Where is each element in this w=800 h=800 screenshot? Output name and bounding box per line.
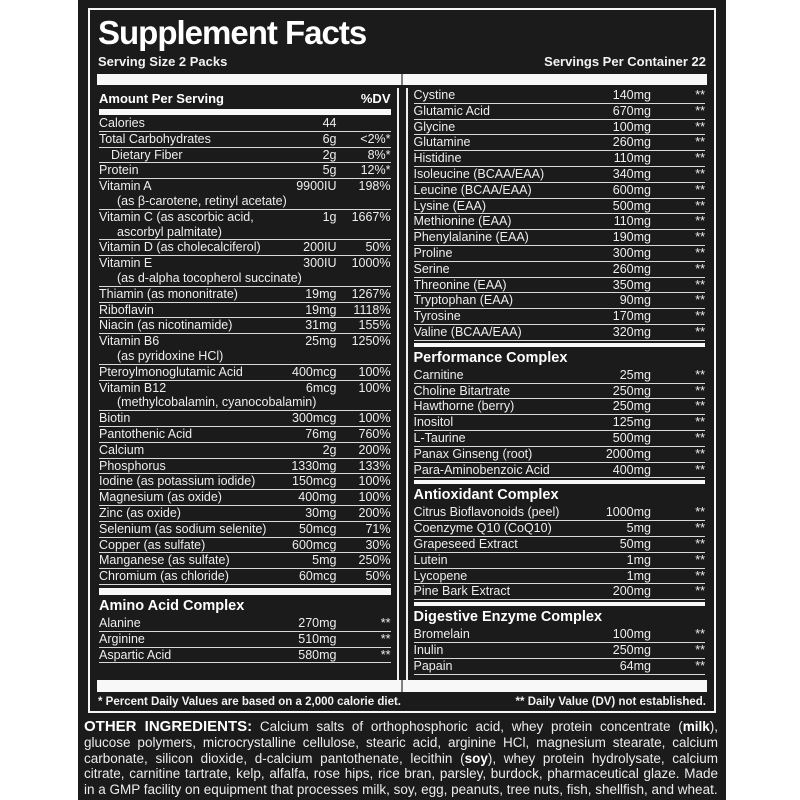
nutrient-amount: 110mg [613, 214, 651, 229]
nutrient-name: Magnesium (as oxide) [99, 490, 222, 505]
nutrient-name: Zinc (as oxide) [99, 505, 181, 520]
header-separator-bar [99, 109, 391, 115]
nutrient-dv: ** [695, 446, 705, 461]
nutrient-row [414, 88, 706, 104]
nutrient-row [99, 522, 391, 538]
nutrient-dv: ** [695, 627, 705, 642]
nutrient-name: Protein [99, 163, 139, 178]
nutrient-dv: 1250% [351, 334, 391, 349]
nutrient-row [99, 648, 391, 664]
nutrient-row [99, 553, 391, 569]
nutrient-dv: ** [695, 383, 705, 398]
nutrient-row [414, 293, 706, 309]
nutrient-row [414, 151, 706, 167]
nutrient-name: Aspartic Acid [99, 647, 172, 662]
nutrient-name: Vitamin D (as cholecalciferol) [99, 240, 261, 255]
nutrient-row [99, 318, 391, 334]
dv-header-label: %DV [360, 91, 391, 106]
nutrient-amount: 170mg [612, 309, 651, 324]
nutrient-name: Phenylalanine (EAA) [413, 230, 529, 245]
nutrient-amount: 190mg [612, 230, 651, 245]
nutrient-name: Dietary Fiber [111, 147, 183, 162]
nutrient-row [414, 399, 706, 415]
nutrient-name: Proline [413, 245, 453, 260]
nutrient-dv: ** [695, 505, 705, 520]
facts-column-right [406, 88, 708, 680]
nutrient-dv: 760% [358, 426, 391, 441]
nutrient-dv: ** [695, 261, 705, 276]
nutrient-dv: ** [695, 568, 705, 583]
nutrient-name: Phosphorus [99, 458, 166, 473]
nutrient-name: Tryptophan (EAA) [413, 293, 514, 308]
nutrient-dv: ** [695, 552, 705, 567]
nutrient-amount: 50mcg [298, 521, 337, 536]
nutrient-dv: 198% [358, 179, 391, 194]
nutrient-row [414, 230, 706, 246]
nutrient-dv: <2%* [360, 131, 391, 146]
nutrient-row [99, 490, 391, 506]
nutrient-name: Calories [99, 116, 145, 130]
nutrient-dv: ** [695, 658, 705, 673]
nutrient-name: Vitamin A [99, 179, 152, 194]
footnotes [94, 692, 710, 708]
nutrient-name: Manganese (as sulfate) [99, 553, 230, 568]
nutrient-row [99, 632, 391, 648]
nutrient-name: Iodine (as potassium iodide) [99, 474, 256, 489]
nutrient-amount: 5mg [626, 521, 651, 536]
nutrient-amount: 250mg [612, 383, 651, 398]
ingredient-allergen: milk [682, 719, 710, 734]
nutrient-name: Para-Aminobenzoic Acid [413, 462, 550, 477]
nutrient-dv: 8%* [367, 147, 391, 162]
nutrient-dv: 133% [358, 458, 391, 473]
nutrient-row [414, 199, 706, 215]
facts-column-left [97, 88, 399, 680]
nutrient-name: Vitamin E [99, 256, 153, 271]
section-title-amino-acid-complex: Amino Acid Complex [99, 588, 391, 616]
nutrient-row [414, 447, 706, 463]
nutrient-dv: 50% [365, 240, 391, 255]
nutrient-name: Thiamin (as mononitrate) [99, 286, 238, 301]
section-title-antioxidant-complex: Antioxidant Complex [414, 480, 706, 505]
nutrient-row [99, 287, 391, 303]
nutrient-dv: ** [695, 415, 705, 430]
nutrient-name: L-Taurine [413, 430, 466, 445]
nutrient-amount: 400mg [298, 490, 337, 505]
nutrient-row [414, 135, 706, 151]
nutrient-amount: 25mg [305, 334, 337, 349]
nutrient-row [414, 521, 706, 537]
nutrient-row [414, 431, 706, 447]
nutrient-dv: 200% [358, 505, 391, 520]
nutrient-row [414, 584, 706, 600]
nutrient-name: Glutamine [413, 135, 471, 150]
nutrient-row [414, 659, 706, 675]
nutrient-dv: ** [695, 642, 705, 657]
panel-title: Supplement Facts [98, 14, 367, 51]
nutrient-name: Copper (as sulfate) [99, 537, 206, 552]
nutrient-dv: 250% [358, 553, 391, 568]
bar-notch [401, 680, 403, 692]
nutrient-dv: ** [695, 230, 705, 245]
nutrient-name: Chromium (as chloride) [99, 569, 229, 584]
nutrient-name: Leucine (BCAA/EAA) [413, 182, 532, 197]
nutrient-name: Hawthorne (berry) [413, 399, 515, 414]
nutrient-amount: 2000mg [605, 446, 651, 461]
nutrient-amount: 200IU [303, 240, 337, 255]
nutrient-amount: 5mg [312, 553, 337, 568]
nutrient-amount: 580mg [298, 647, 337, 662]
footnote-daily-values: * Percent Daily Values are based on a 2,000 calorie diet. [98, 696, 401, 708]
other-ingredients [84, 719, 718, 798]
nutrient-row [414, 368, 706, 384]
nutrient-subtext: ascorbyl palmitate) [99, 225, 391, 241]
nutrient-amount: 44 [322, 116, 337, 130]
bar-notch [401, 74, 403, 85]
nutrient-row [99, 163, 391, 179]
nutrient-dv: 100% [358, 411, 391, 426]
nutrient-name: Carnitine [413, 367, 464, 382]
nutrient-amount: 1mg [626, 552, 651, 567]
nutrient-dv: 100% [358, 380, 391, 395]
amount-per-serving-header [99, 88, 391, 107]
nutrient-dv: ** [695, 536, 705, 551]
nutrient-amount: 670mg [612, 103, 651, 118]
nutrient-row [99, 148, 391, 164]
nutrient-amount: 320mg [612, 324, 651, 339]
nutrient-name: Citrus Bioflavonoids (peel) [413, 505, 560, 520]
nutrient-dv: ** [695, 245, 705, 260]
nutrient-name: Pine Bark Extract [413, 584, 511, 599]
nutrient-row [99, 616, 391, 632]
nutrient-dv: ** [695, 430, 705, 445]
ingredient-allergen: soy [464, 750, 488, 766]
nutrient-amount: 6mcg [305, 380, 337, 395]
nutrient-amount: 300mg [612, 245, 651, 260]
nutrient-dv: ** [695, 399, 705, 414]
nutrient-row [99, 116, 391, 132]
facts-columns [97, 88, 707, 680]
section-title-digestive-enzyme-complex: Digestive Enzyme Complex [414, 602, 706, 627]
nutrient-name: Biotin [99, 411, 131, 426]
nutrient-amount: 260mg [612, 261, 651, 276]
nutrient-name: Isoleucine (BCAA/EAA) [413, 166, 545, 181]
nutrient-subtext: (methylcobalamin, cyanocobalamin) [99, 395, 391, 411]
nutrient-amount: 1330mg [291, 458, 337, 473]
label-backdrop [78, 0, 726, 800]
nutrient-amount: 500mg [612, 430, 651, 445]
nutrient-dv: 30% [365, 537, 391, 552]
nutrient-dv: 1000% [351, 256, 391, 271]
nutrient-name: Total Carbohydrates [99, 131, 211, 146]
nutrient-name: Vitamin B12 [99, 380, 167, 395]
bottom-separator-bar [97, 680, 707, 692]
nutrient-name: Histidine [413, 151, 462, 166]
nutrient-name: Selenium (as sodium selenite) [99, 521, 267, 536]
nutrient-row [99, 132, 391, 148]
nutrient-amount: 2g [322, 147, 337, 162]
nutrient-dv: ** [380, 631, 391, 646]
serving-size: Serving Size 2 Packs [98, 54, 228, 69]
nutrient-amount: 64mg [619, 658, 651, 673]
nutrient-amount: 9900IU [296, 179, 337, 194]
serving-info [94, 53, 710, 74]
nutrient-row [99, 411, 391, 427]
nutrient-amount: 600mg [612, 182, 651, 197]
nutrient-name: Vitamin B6 [99, 334, 160, 349]
nutrient-row [414, 183, 706, 199]
other-ingredients-label: OTHER INGREDIENTS: [84, 718, 253, 735]
nutrient-amount: 400mcg [292, 364, 337, 379]
nutrient-dv: ** [695, 309, 705, 324]
nutrient-dv: ** [695, 119, 705, 134]
nutrient-row [414, 309, 706, 325]
nutrient-dv: ** [695, 151, 705, 166]
nutrient-name: Lysine (EAA) [413, 198, 486, 213]
nutrient-amount: 200mg [612, 584, 651, 599]
nutrient-amount: 76mg [305, 426, 337, 441]
nutrient-name: Methionine (EAA) [413, 214, 512, 229]
nutrient-row [99, 538, 391, 554]
nutrient-subtext: (as β-carotene, retinyl acetate) [99, 194, 391, 210]
section-title-performance-complex: Performance Complex [414, 343, 706, 368]
nutrient-name: Lycopene [413, 568, 468, 583]
nutrient-name: Coenzyme Q10 (CoQ10) [413, 521, 552, 536]
nutrient-amount: 400mg [612, 462, 651, 477]
nutrient-row [99, 427, 391, 443]
nutrient-row [414, 643, 706, 659]
nutrient-amount: 500mg [612, 198, 651, 213]
nutrient-dv: 200% [358, 442, 391, 457]
nutrient-row [414, 415, 706, 431]
nutrient-amount: 350mg [612, 277, 651, 292]
nutrient-row [99, 443, 391, 459]
nutrient-dv: ** [695, 214, 705, 229]
nutrient-dv: ** [380, 647, 391, 662]
nutrient-name: Glycine [413, 119, 456, 134]
nutrient-row [414, 278, 706, 294]
nutrient-dv: 1267% [351, 286, 391, 301]
nutrient-dv: ** [695, 88, 705, 102]
nutrient-amount: 150mcg [292, 474, 337, 489]
amount-header-label: Amount Per Serving [99, 91, 224, 106]
nutrient-dv: 155% [358, 318, 391, 333]
nutrient-name: Glutamic Acid [413, 103, 490, 118]
nutrient-dv: ** [695, 135, 705, 150]
nutrient-row [414, 214, 706, 230]
footnote-not-established: ** Daily Value (DV) not established. [515, 696, 706, 708]
nutrient-name: Riboflavin [99, 302, 154, 317]
nutrient-row [99, 365, 391, 381]
nutrient-name: Alanine [99, 615, 141, 630]
supplement-facts-panel [88, 8, 716, 713]
nutrient-dv: ** [695, 462, 705, 477]
nutrient-dv: ** [695, 277, 705, 292]
nutrient-amount: 90mg [619, 293, 651, 308]
nutrient-dv: 100% [358, 474, 391, 489]
nutrient-dv: 100% [358, 490, 391, 505]
nutrient-name: Bromelain [413, 627, 470, 642]
nutrient-name: Valine (BCAA/EAA) [413, 324, 522, 339]
nutrient-row [414, 463, 706, 479]
nutrient-amount: 100mg [612, 119, 651, 134]
nutrient-row [414, 120, 706, 136]
nutrient-dv: 71% [365, 521, 391, 536]
top-separator-bar [97, 74, 707, 85]
nutrient-dv: ** [695, 182, 705, 197]
nutrient-amount: 340mg [612, 166, 651, 181]
nutrient-amount: 600mcg [292, 537, 337, 552]
ingredient-text-segment: ), whey protein hydrolysate, calcium citrate, carnitine tartrate, kelp, alfalfa, rose hips, rice bran, parsley, burdock, pharmaceutical glaze. Made in a GMP facility on equipment that processes milk, soy, egg, peanuts, tree nuts, fish, shellfish, and wheat. [84, 750, 719, 798]
nutrient-name: Papain [413, 658, 453, 673]
nutrient-name: Inulin [413, 642, 444, 657]
nutrient-amount: 19mg [305, 302, 337, 317]
nutrient-subtext: (as d-alpha tocopherol succinate) [99, 271, 391, 287]
nutrient-amount: 1000mg [605, 505, 651, 520]
nutrient-name: Choline Bitartrate [413, 383, 511, 398]
nutrient-name: Panax Ginseng (root) [413, 446, 533, 461]
nutrient-amount: 300IU [303, 256, 337, 271]
nutrient-row [99, 334, 391, 349]
nutrient-row [414, 167, 706, 183]
nutrient-row [414, 246, 706, 262]
servings-per-container: Servings Per Container 22 [544, 54, 706, 69]
nutrient-amount: 30mg [305, 505, 337, 520]
nutrient-name: Cystine [413, 88, 456, 102]
nutrient-name: Threonine (EAA) [413, 277, 507, 292]
nutrient-dv: 1667% [351, 209, 391, 224]
nutrient-row [99, 240, 391, 256]
nutrient-dv: ** [695, 367, 705, 382]
nutrient-name: Arginine [99, 631, 145, 646]
nutrient-name: Serine [413, 261, 450, 276]
nutrient-amount: 2g [322, 442, 337, 457]
nutrient-amount: 31mg [305, 318, 337, 333]
nutrient-dv: ** [695, 166, 705, 181]
left-rows [99, 116, 391, 663]
nutrient-row [414, 627, 706, 643]
nutrient-row [99, 569, 391, 585]
nutrient-amount: 19mg [305, 286, 337, 301]
nutrient-amount: 260mg [612, 135, 651, 150]
nutrient-dv: ** [695, 584, 705, 599]
ingredient-text-segment: Calcium salts of orthophosphoric acid, whey protein concentrate ( [252, 719, 683, 734]
nutrient-amount: 1mg [626, 568, 651, 583]
nutrient-dv: ** [695, 293, 705, 308]
nutrient-amount: 140mg [612, 88, 651, 102]
nutrient-row [99, 506, 391, 522]
nutrient-amount: 100mg [612, 627, 651, 642]
nutrient-amount: 250mg [612, 642, 651, 657]
nutrient-dv: 100% [358, 364, 391, 379]
nutrient-name: Vitamin C (as ascorbic acid, [99, 209, 254, 224]
nutrient-row [414, 537, 706, 553]
nutrient-name: Lutein [413, 552, 448, 567]
nutrient-row [99, 303, 391, 319]
nutrient-amount: 270mg [298, 615, 337, 630]
nutrient-amount: 5g [322, 163, 337, 178]
nutrient-amount: 60mcg [298, 569, 337, 584]
nutrient-dv: 1118% [353, 302, 391, 317]
nutrient-dv: ** [380, 615, 391, 630]
nutrient-dv: 12%* [360, 163, 391, 178]
nutrient-amount: 50mg [619, 536, 651, 551]
nutrient-dv: 50% [365, 569, 391, 584]
nutrient-name: Calcium [99, 442, 145, 457]
nutrient-row [99, 474, 391, 490]
nutrient-dv: ** [695, 521, 705, 536]
nutrient-amount: 25mg [619, 367, 651, 382]
nutrient-row [414, 384, 706, 400]
right-rows [414, 88, 706, 675]
nutrient-amount: 125mg [612, 415, 651, 430]
nutrient-row [414, 505, 706, 521]
nutrient-dv: ** [695, 198, 705, 213]
nutrient-amount: 110mg [613, 151, 651, 166]
nutrient-row [99, 256, 391, 271]
nutrient-amount: 300mcg [292, 411, 337, 426]
nutrient-row [99, 179, 391, 194]
nutrient-row [414, 104, 706, 120]
nutrient-row [99, 381, 391, 396]
nutrient-row [414, 262, 706, 278]
nutrient-name: Pteroylmonoglutamic Acid [99, 364, 243, 379]
nutrient-row [414, 569, 706, 585]
nutrient-name: Pantothenic Acid [99, 426, 193, 441]
nutrient-dv: ** [695, 324, 705, 339]
nutrient-amount: 1g [322, 209, 337, 224]
nutrient-row [414, 553, 706, 569]
nutrient-amount: 6g [322, 131, 337, 146]
nutrient-row [414, 325, 706, 341]
nutrient-amount: 250mg [612, 399, 651, 414]
nutrient-name: Grapeseed Extract [413, 536, 518, 551]
nutrient-row [99, 210, 391, 225]
ingredient-text-segment: ), glucose polymers, microcrystalline cellulose, stearic acid, arginine HCl, magnesium stearate, calcium carbonate, silicon dioxide, d-calcium pantothenate, lecithin ( [84, 719, 718, 766]
nutrient-name: Inositol [413, 415, 454, 430]
nutrient-amount: 510mg [298, 631, 337, 646]
nutrient-name: Niacin (as nicotinamide) [99, 318, 233, 333]
nutrient-dv: ** [695, 103, 705, 118]
nutrient-row [99, 459, 391, 475]
nutrient-subtext: (as pyridoxine HCl) [99, 349, 391, 365]
nutrient-name: Tyrosine [413, 309, 461, 324]
